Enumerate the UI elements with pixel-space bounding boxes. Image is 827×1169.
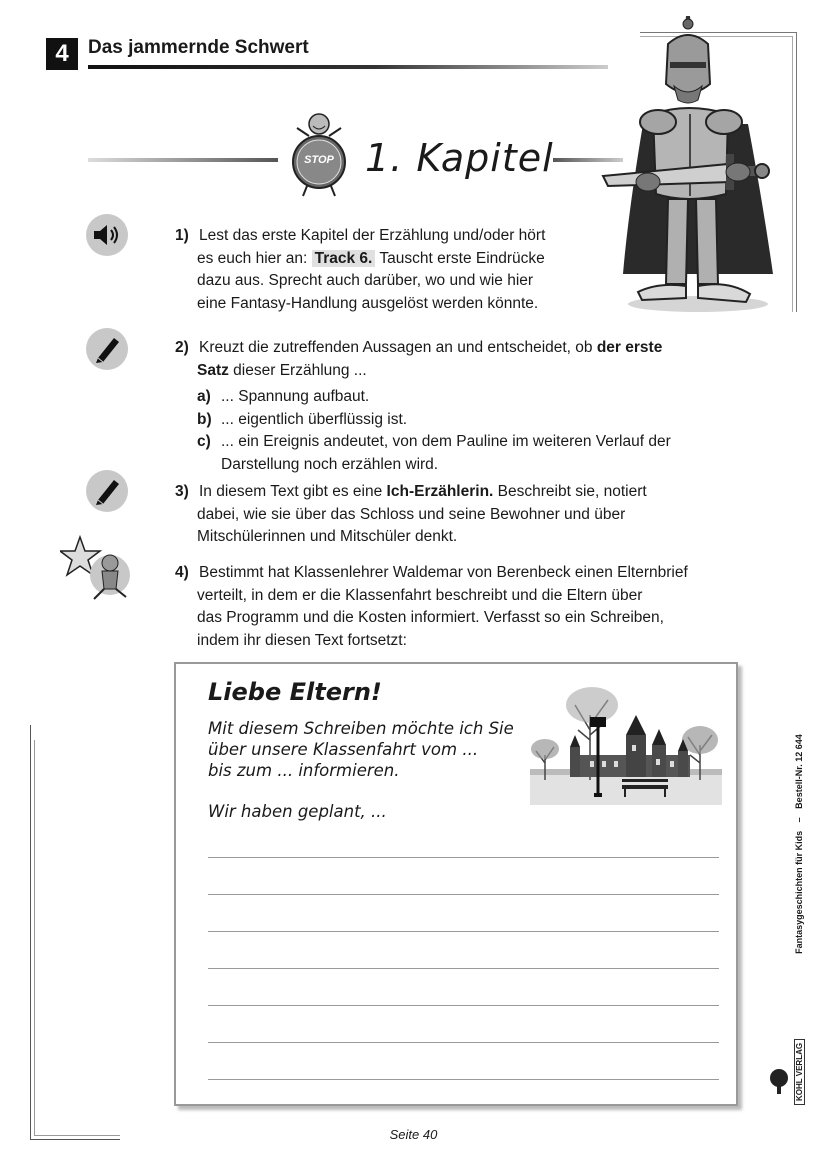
letter-line: über unsere Klassenfahrt vom ...: [208, 740, 479, 759]
writing-line: [208, 857, 719, 858]
title-rule: [88, 65, 608, 69]
letter-line: Wir haben geplant, ...: [208, 802, 387, 821]
task-number: 3): [175, 483, 189, 500]
frame-line: [792, 36, 793, 312]
frame-line: [796, 32, 797, 312]
chapter-number: 4: [46, 38, 78, 70]
task-number: 4): [175, 564, 189, 581]
stop-label: STOP: [304, 154, 334, 166]
task-number: 2): [175, 339, 189, 356]
option-b: b) ... eigentlich überflüssig ist.: [197, 410, 408, 428]
kapitel-title: 1. Kapitel: [365, 136, 554, 180]
frame-line: [30, 725, 31, 1140]
publisher-logo: KOHL VERLAG: [794, 1039, 805, 1105]
kapitel-rule-left: [88, 158, 278, 162]
option-c: c) ... ein Ereignis andeutet, von dem Pauline im weiteren Verlauf der Darstellung noch erzählen wird.: [197, 433, 671, 473]
writing-line: [208, 1042, 719, 1043]
track-badge: Track 6.: [312, 250, 376, 267]
pencil-icon: [86, 328, 128, 370]
task-number: 1): [175, 227, 189, 244]
task-3: 3) In diesem Text gibt es eine Ich-Erzählerin. Beschreibt sie, notiert dabei, wie sie über das Schloss und seine Bewohner und über Mitschülerinnen und Mitschüler denkt.: [175, 483, 647, 545]
letter-greeting: Liebe Eltern!: [208, 678, 382, 706]
pencil-icon: [86, 470, 128, 512]
option-a: a) ... Spannung aufbaut.: [197, 388, 370, 405]
side-publisher-info: KOHL VERLAG Fantasygeschichten für Kids – Bestell-Nr. 12 644: [776, 765, 802, 1105]
writing-line: [208, 968, 719, 969]
writing-line: [208, 931, 719, 932]
writing-line: [208, 1005, 719, 1006]
star-figure-icon: [60, 535, 135, 603]
page-title: Das jammernde Schwert: [88, 37, 309, 58]
speaker-icon: [86, 214, 128, 256]
frame-line: [34, 740, 35, 1136]
task-1: 1) Lest das erste Kapitel der Erzählung und/oder hört es euch hier an: Track 6. Tauscht erste Eindrücke dazu aus. Sprecht auch darüber, wo und wie hier eine Fantasy-Handlung ausgelöst werden könnte.: [175, 227, 546, 312]
page-number: Seite 40: [389, 1127, 438, 1142]
task-2: 2) Kreuzt die zutreffenden Aussagen an und entscheidet, ob der erste Satz dieser Erzählung ... a) ... Spannung aufbaut. b) ... eigentlich überflüssig ist. c) ... ein Ereignis andeutet, von dem Pauline im weiteren Verlauf der Darstellung noch erzählen wird.: [175, 337, 671, 476]
letter-line: bis zum ... informieren.: [208, 761, 400, 780]
task-4: 4) Bestimmt hat Klassenlehrer Waldemar von Berenbeck einen Elternbrief verteilt, in dem er die Klassenfahrt beschreibt und die Eltern über das Programm und die Kosten informiert. Verfasst so ein Schreiben, indem ihr diesen Text fortsetzt:: [175, 564, 688, 649]
writing-line: [208, 1079, 719, 1080]
castle-park-illustration: [530, 685, 722, 805]
letter-line: Mit diesem Schreiben möchte ich Sie: [208, 719, 514, 738]
writing-line: [208, 894, 719, 895]
kapitel-rule-right: [553, 158, 623, 162]
knight-illustration: [598, 14, 778, 314]
publisher-tree-icon: [768, 1068, 790, 1096]
